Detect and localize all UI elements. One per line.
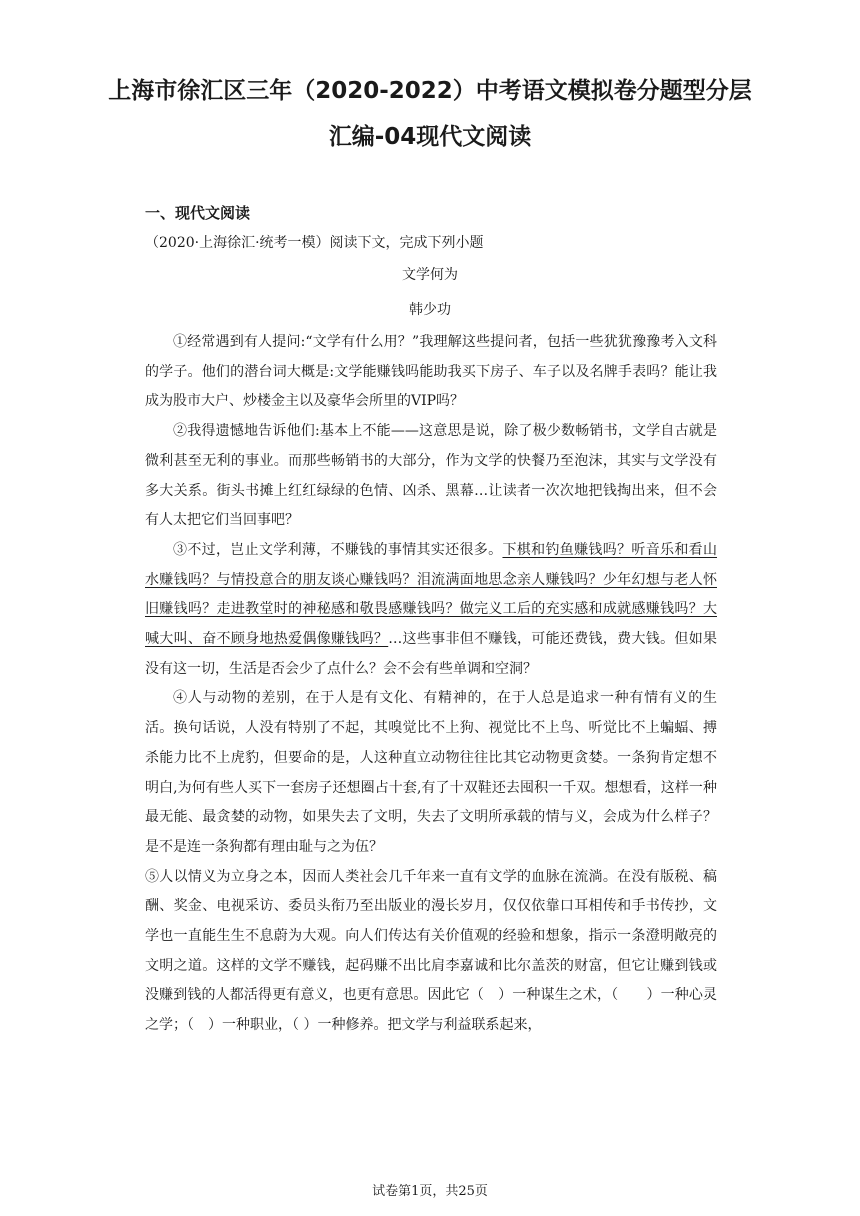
section-heading: 一、现代文阅读 xyxy=(145,204,251,222)
paragraph-3-intro: ③不过，岂止文学利薄，不赚钱的事情其实还很多。 xyxy=(173,541,503,558)
paragraph-3 xyxy=(145,536,717,685)
paragraph-3-rest: …这些事非但不赚钱，可能还费钱，费大钱。但如果没有这一切，生活是否会少了点什么？会不会有些单调和空洞？ xyxy=(145,631,718,677)
paragraph-4: ④人与动物的差别，在于人是有文化、有精神的，在于人总是追求一种有情有义的生活。换句话说，人没有特别了不起，其嗅觉比不上狗、视觉比不上鸟、听觉比不上蝙蝠、搏杀能力比不上虎豹，但要命的是，人这种直立动物往往比其它动物更贪婪。一条狗肯定想不明白,为何有些人买下一套房子还想圈占十套,有了十双鞋还去囤积一千双。想想看，这样一种最无能、最贪婪的动物，如果失去了文明，失去了文明所承载的情与义，会成为什么样子？是不是连一条狗都有理由耻与之为伍？ xyxy=(145,690,717,855)
paragraph-2: ②我得遗憾地告诉他们:基本上不能——这意思是说，除了极少数畅销书，文学自古就是微利甚至无利的事业。而那些畅销书的大部分，作为文学的快餐乃至泡沫，其实与文学没有多大关系。街头书摊上红红绿绿的色情、凶杀、黑幕…让读者一次次地把钱掏出来，但不会有人太把它们当回事吧？ xyxy=(145,423,717,529)
question-source: （2020·上海徐汇·统考一模）阅读下文，完成下列小题 xyxy=(145,235,484,251)
article-author: 韩少功 xyxy=(409,302,451,318)
document-title-line-1: 上海市徐汇区三年（2020-2022）中考语文模拟卷分题型分层 xyxy=(108,78,752,104)
paragraph-1: ①经常遇到有人提问:“文学有什么用？”我理解这些提问者，包括一些犹犹豫豫考入文科的学子。他们的潜台词大概是:文学能赚钱吗能助我买下房子、车子以及名牌手表吗？能让我成为股市大户、炒楼金主以及豪华会所里的VIP吗？ xyxy=(145,334,717,410)
paragraph-3-underlined: 下棋和钓鱼赚钱吗？听音乐和看山水赚钱吗？与情投意合的朋友谈心赚钱吗？泪流满面地思念亲人赚钱吗？少年幻想与老人怀旧赚钱吗？走进教堂时的神秘感和敬畏感赚钱吗？做完义工后的充实感和成就感赚钱吗？大喊大叫、奋不顾身地热爱偶像赚钱吗？ xyxy=(145,541,718,648)
document-title-line-2: 汇编-04现代文阅读 xyxy=(328,124,532,150)
page-footer: 试卷第1页，共25页 xyxy=(372,1184,488,1199)
article-body xyxy=(145,328,717,1041)
paragraph-5: ⑤人以情义为立身之本，因而人类社会几千年来一直有文学的血脉在流淌。在没有版税、稿酬、奖金、电视采访、委员头衔乃至出版业的漫长岁月，仅仅依靠口耳相传和手书传抄，文学也一直能生生不息蔚为大观。向人们传达有关价值观的经验和想象，指示一条澄明敞亮的文明之道。这样的文学不赚钱，起码赚不出比肩李嘉诚和比尔盖茨的财富，但它让赚到钱或没赚到钱的人都活得更有意义，也更有意思。因此它（ ）一种谋生之术，（ ）一种心灵之学；（ ）一种职业，（ ）一种修养。把文学与利益联系起来， xyxy=(145,868,717,1034)
article-title: 文学何为 xyxy=(402,267,458,283)
